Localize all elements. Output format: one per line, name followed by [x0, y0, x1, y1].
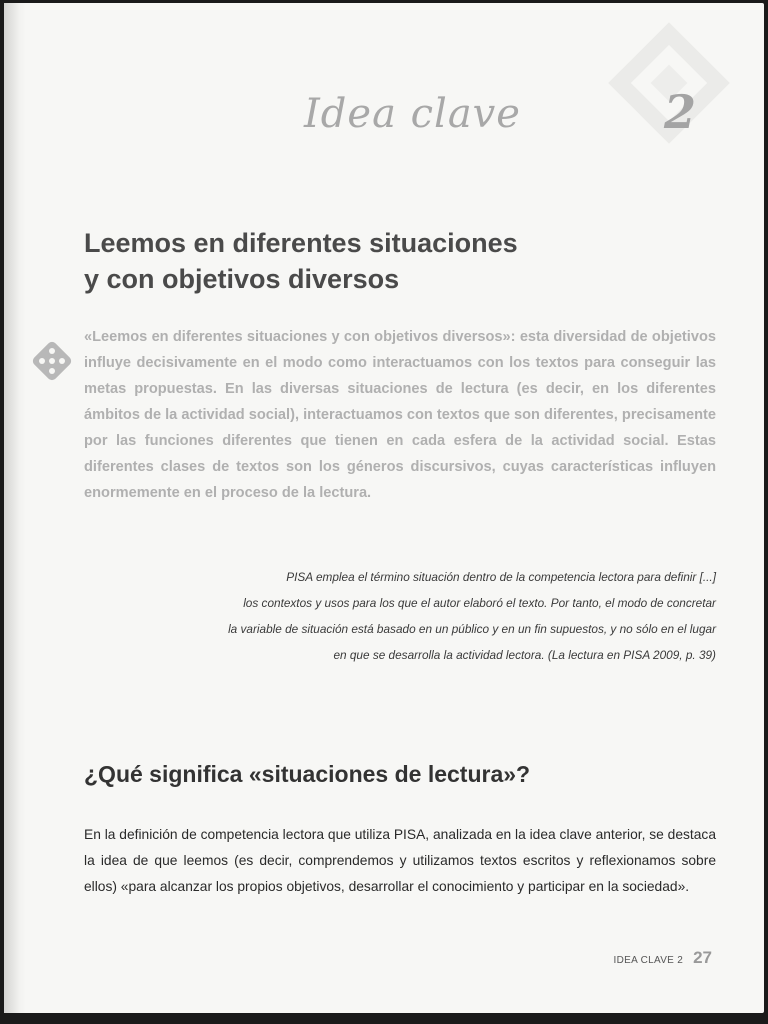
page-number: 27 — [693, 948, 712, 967]
body-paragraph: En la definición de competencia lectora que utiliza PISA, analizada en la idea clave anterior, se destaca la idea de que leemos (es decir, comprendemos y utilizamos textos escritos y reflexionamos sobre ellos) «para alcanzar los propios objetivos, desarrollar el conocimiento y participar en la sociedad». — [84, 827, 716, 894]
section-heading: ¿Qué significa «situaciones de lectura»? — [84, 761, 531, 787]
chapter-number: 2 — [664, 85, 697, 139]
footer-section-label: IDEA CLAVE 2 — [613, 955, 684, 966]
dice-five-icon — [28, 337, 76, 385]
document-page — [4, 3, 764, 1013]
chapter-title — [304, 85, 724, 151]
pisa-quote — [114, 564, 716, 668]
main-heading-line-1: Leemos en diferentes situaciones — [84, 228, 518, 258]
chapter-label: Idea clave — [304, 91, 521, 137]
quote-line: PISA emplea el término situación dentro de la competencia lectora para definir [...] — [286, 570, 716, 584]
quote-line: la variable de situación está basado en un público y en un fin supuestos, y no sólo en el lugar — [228, 622, 716, 636]
page-gutter-shadow — [4, 3, 26, 1013]
quote-line: los contextos y usos para los que el autor elaboró el texto. Por tanto, el modo de concretar — [243, 596, 716, 610]
quote-line: en que se desarrolla la actividad lectora. (La lectura en PISA 2009, p. 39) — [333, 648, 716, 662]
main-heading — [84, 225, 704, 297]
page-footer — [614, 948, 712, 972]
main-heading-line-2: y con objetivos diversos — [84, 264, 400, 294]
lead-paragraph: «Leemos en diferentes situaciones y con objetivos diversos»: esta diversidad de objetivos influye decisivamente en el modo como interactuamos con los textos para conseguir las metas propuestas. En las diversas situaciones de lectura (es decir, en los diferentes ámbitos de la actividad social), interactuamos con textos que son diferentes, precisamente por las funciones diferentes que tienen en cada esfera de la actividad social. Estas diferentes clases de textos son los géneros discursivos, cuyas características influyen enormemente en el proceso de la lectura. — [84, 329, 716, 501]
